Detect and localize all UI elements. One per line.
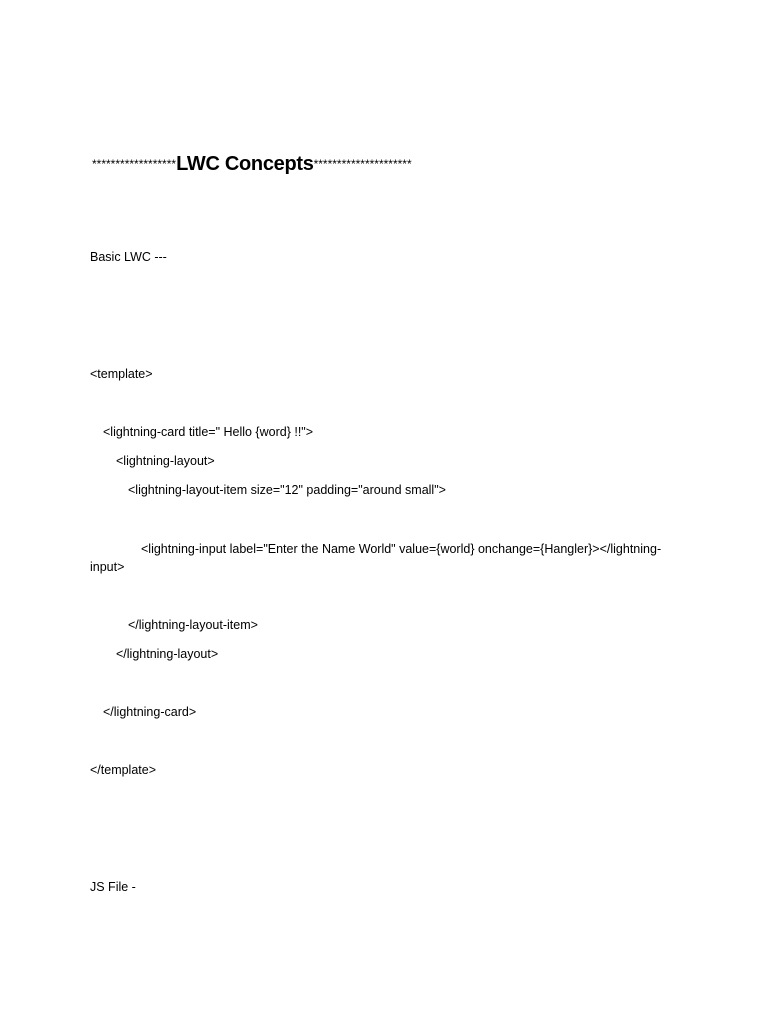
code-line-layout-item-open: <lightning-layout-item size="12" padding="around small">: [128, 483, 446, 497]
section-heading-basic-lwc: Basic LWC ---: [90, 250, 167, 264]
title-stars-left: ******************: [92, 157, 177, 171]
code-line-card-open: <lightning-card title=" Hello {word} !!">: [103, 425, 314, 439]
document-title: [92, 150, 412, 178]
code-line-layout-close: </lightning-layout>: [116, 647, 219, 661]
code-line-layout-item-close: </lightning-layout-item>: [128, 618, 258, 632]
code-line-input: <lightning-input label="Enter the Name World" value={world} onchange={Hangler}></lightning-input>: [90, 542, 662, 574]
section-heading-js-file: JS File -: [90, 880, 136, 894]
code-line-card-close: </lightning-card>: [103, 705, 197, 719]
title-stars-right: *********************: [313, 157, 412, 171]
code-line-template-open: <template>: [90, 367, 153, 381]
title-text: LWC Concepts: [176, 153, 314, 175]
code-line-layout-open: <lightning-layout>: [116, 454, 215, 468]
code-line-template-close: </template>: [90, 763, 157, 777]
